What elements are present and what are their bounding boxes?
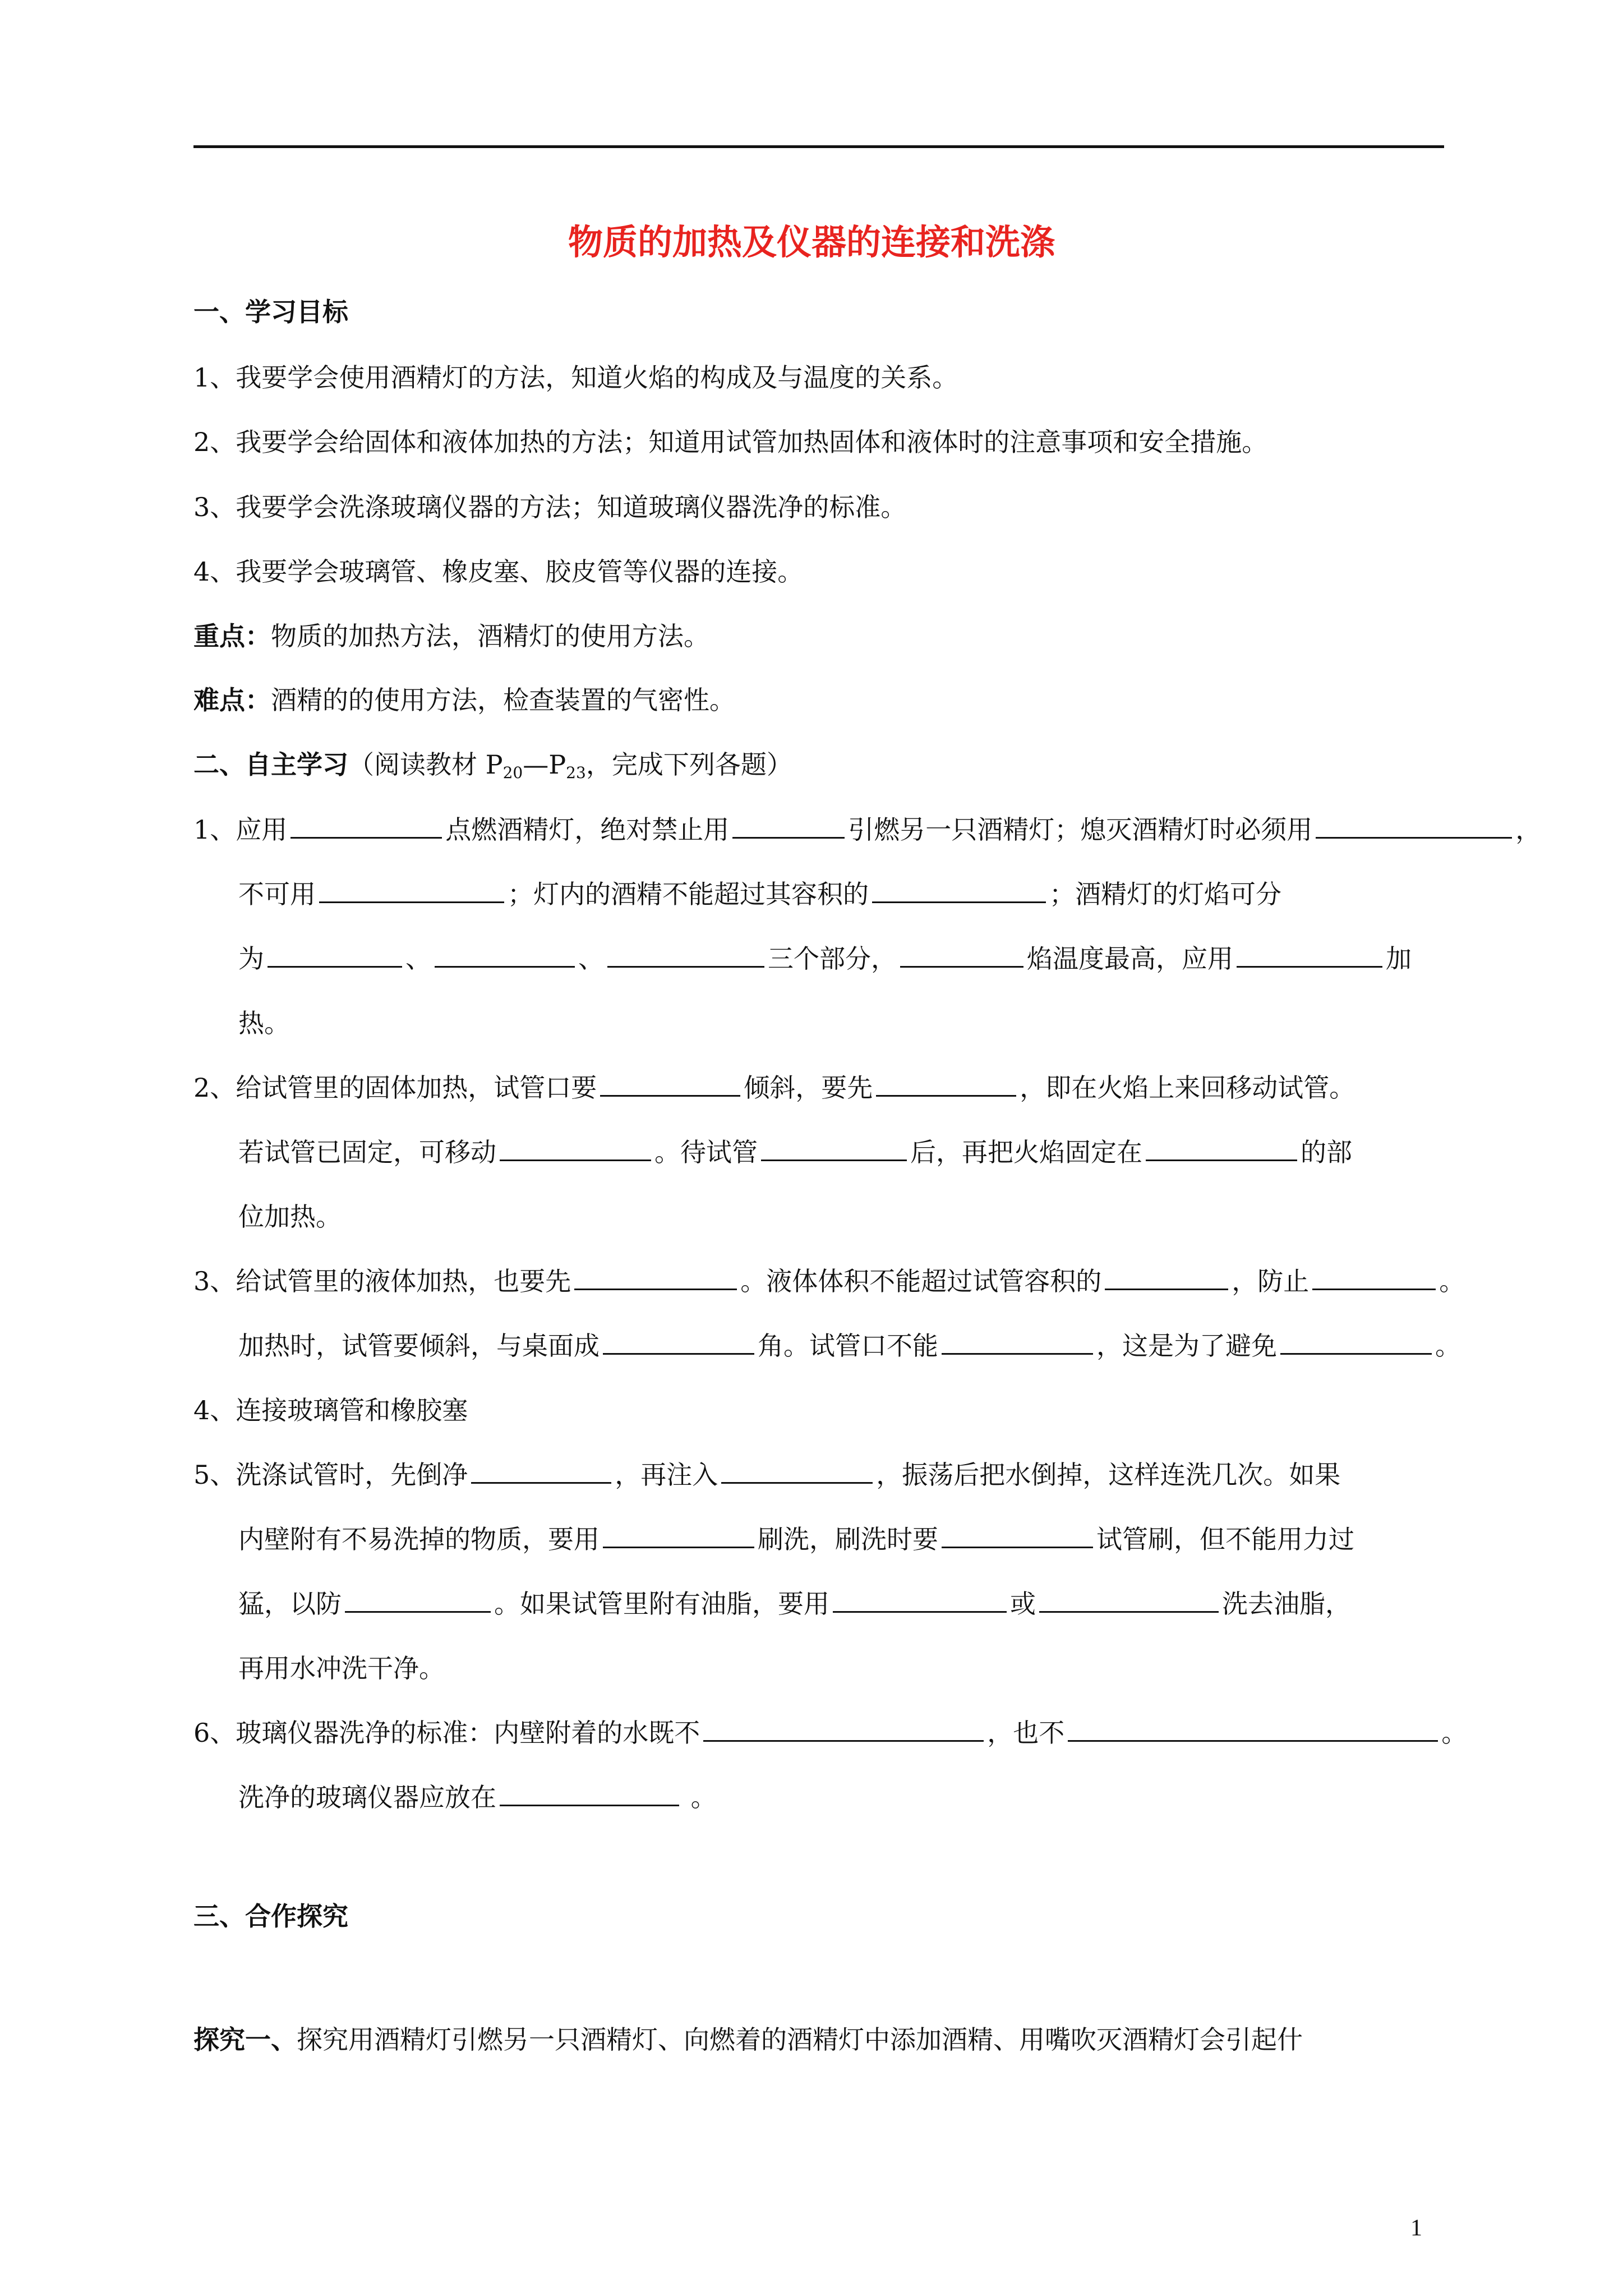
q1-line4: 热。	[238, 1008, 290, 1038]
answer-blank[interactable]	[1146, 1134, 1297, 1161]
answer-blank[interactable]	[600, 1069, 740, 1097]
answer-blank[interactable]	[900, 940, 1023, 968]
q5-text: 洗去油脂，	[1222, 1589, 1351, 1619]
q1-line1	[193, 809, 1541, 846]
q5-line2	[238, 1519, 1354, 1556]
page-number: 1	[1410, 2215, 1422, 2241]
q1-text: 不可用	[238, 879, 316, 909]
difficulty-point	[193, 680, 735, 717]
q1-text: ；酒精灯的灯焰可分	[1049, 879, 1281, 909]
q2-text: 若试管已固定，可移动	[238, 1137, 496, 1167]
answer-blank[interactable]	[345, 1585, 491, 1613]
q4-line: 4、连接玻璃管和橡胶塞	[193, 1395, 468, 1425]
answer-blank[interactable]	[703, 1714, 984, 1742]
answer-blank[interactable]	[268, 940, 402, 968]
explore-one-label: 探究一、	[193, 2024, 297, 2055]
q1-text: 、	[578, 944, 604, 974]
q2-text: 倾斜，要先	[744, 1073, 873, 1103]
q3-text: 。	[1439, 1266, 1465, 1296]
section1-heading: 一、学习目标	[193, 297, 348, 327]
q2-text: 后，再把火焰固定在	[910, 1137, 1142, 1167]
q5-text: 5、洗涤试管时，先倒净	[193, 1460, 468, 1490]
q6-line2	[238, 1777, 717, 1814]
q2-text: ，即在火焰上来回移动试管。	[1020, 1073, 1355, 1103]
q1-text: 焰温度最高，应用	[1027, 944, 1233, 974]
q5-text: 试管刷，但不能用力过	[1096, 1524, 1354, 1554]
q1-text: 加	[1386, 944, 1412, 974]
q5-text: 内壁附有不易洗掉的物质，要用	[238, 1524, 600, 1554]
q2-line2	[238, 1132, 1352, 1169]
q3-line1	[193, 1261, 1465, 1298]
answer-blank[interactable]	[1105, 1263, 1228, 1290]
answer-blank[interactable]	[1312, 1263, 1436, 1290]
difficulty-text: 酒精的的使用方法，检查装置的气密性。	[271, 685, 735, 715]
q5-text: 。如果试管里附有油脂，要用	[494, 1589, 829, 1619]
q6-text: 洗净的玻璃仪器应放在	[238, 1782, 496, 1812]
q2-text: 2、给试管里的固体加热，试管口要	[193, 1073, 597, 1103]
answer-blank[interactable]	[574, 1263, 737, 1290]
q5-line3	[238, 1584, 1351, 1621]
answer-blank[interactable]	[603, 1521, 754, 1548]
key-point	[193, 616, 709, 653]
q5-text: ，再注入	[615, 1460, 718, 1490]
q1-text: ，	[1515, 815, 1542, 845]
answer-blank[interactable]	[500, 1779, 679, 1806]
q1-text: 三个部分，	[768, 944, 897, 974]
answer-blank[interactable]	[732, 811, 845, 839]
q6-text: 。	[683, 1782, 717, 1812]
goal-item-4: 4、我要学会玻璃管、橡皮塞、胶皮管等仪器的连接。	[193, 556, 804, 587]
q2-text: 的部	[1301, 1137, 1352, 1167]
section2-note-c: ，完成下列各题）	[585, 749, 792, 780]
key-point-label: 重点：	[193, 621, 271, 651]
answer-blank[interactable]	[721, 1456, 873, 1484]
answer-blank[interactable]	[607, 940, 764, 968]
answer-blank[interactable]	[1316, 811, 1512, 839]
q2-line1	[193, 1068, 1355, 1105]
q1-text: 、	[405, 944, 431, 974]
answer-blank[interactable]	[500, 1134, 651, 1161]
section2-note-a: （阅读教材 P	[348, 749, 503, 780]
q3-text: ，这是为了避免	[1096, 1331, 1277, 1361]
answer-blank[interactable]	[1280, 1327, 1432, 1355]
goal-item-2: 2、我要学会给固体和液体加热的方法；知道用试管加热固体和液体时的注意事项和安全措施。	[193, 427, 1268, 457]
section2-heading: 二、自主学习	[193, 749, 348, 780]
answer-blank[interactable]	[319, 876, 504, 903]
answer-blank[interactable]	[876, 1069, 1016, 1097]
goal-item-3: 3、我要学会洗涤玻璃仪器的方法；知道玻璃仪器洗净的标准。	[193, 492, 907, 522]
q3-text: 。液体体积不能超过试管容积的	[740, 1266, 1102, 1296]
section2-note-sub1: 20	[502, 763, 523, 782]
q1-text: 引燃另一只酒精灯；熄灭酒精灯时必须用	[848, 815, 1313, 845]
answer-blank[interactable]	[761, 1134, 907, 1161]
q6-text: 。	[1441, 1718, 1468, 1748]
section2-note-b: —P	[523, 749, 566, 780]
q3-text: 3、给试管里的液体加热，也要先	[193, 1266, 571, 1296]
q5-text: ，振荡后把水倒掉，这样连洗几次。如果	[876, 1460, 1341, 1490]
goal-item-1: 1、我要学会使用酒精灯的方法，知道火焰的构成及与温度的关系。	[193, 362, 958, 393]
answer-blank[interactable]	[1068, 1714, 1438, 1742]
q5-text: 或	[1010, 1589, 1036, 1619]
key-point-text: 物质的加热方法，酒精灯的使用方法。	[271, 621, 709, 651]
q3-line2	[238, 1326, 1461, 1363]
q6-text: 6、玻璃仪器洗净的标准：内壁附着的水既不	[193, 1718, 700, 1748]
q2-text: 。待试管	[654, 1137, 758, 1167]
q1-text: ；灯内的酒精不能超过其容积的	[508, 879, 869, 909]
q1-line3	[238, 938, 1412, 976]
explore-one	[193, 2019, 1303, 2056]
q3-text: ，防止	[1232, 1266, 1310, 1296]
answer-blank[interactable]	[603, 1327, 754, 1355]
q3-text: 。	[1435, 1331, 1461, 1361]
q1-line2	[238, 874, 1281, 911]
answer-blank[interactable]	[291, 811, 442, 839]
answer-blank[interactable]	[435, 940, 575, 968]
q5-line4: 再用水冲洗干净。	[238, 1653, 445, 1683]
q2-line3: 位加热。	[238, 1202, 342, 1232]
answer-blank[interactable]	[1039, 1585, 1219, 1613]
answer-blank[interactable]	[942, 1521, 1093, 1548]
q1-text: 为	[238, 944, 264, 974]
answer-blank[interactable]	[872, 876, 1046, 903]
answer-blank[interactable]	[1237, 940, 1382, 968]
q5-text: 刷洗，刷洗时要	[758, 1524, 938, 1554]
q1-text: 点燃酒精灯，绝对禁止用	[445, 815, 730, 845]
answer-blank[interactable]	[833, 1585, 1007, 1613]
q3-text: 加热时，试管要倾斜，与桌面成	[238, 1331, 600, 1361]
section2-heading-line	[193, 744, 792, 782]
document-title: 物质的加热及仪器的连接和洗涤	[568, 222, 1055, 263]
difficulty-label: 难点：	[193, 685, 271, 715]
q3-text: 角。试管口不能	[758, 1331, 938, 1361]
section3-heading: 三、合作探究	[193, 1901, 348, 1931]
q1-text: 1、应用	[193, 815, 288, 845]
q6-text: ，也不	[987, 1718, 1065, 1748]
section2-note-sub2: 23	[566, 763, 586, 782]
explore-one-text: 探究用酒精灯引燃另一只酒精灯、向燃着的酒精灯中添加酒精、用嘴吹灭酒精灯会引起什	[297, 2024, 1303, 2055]
answer-blank[interactable]	[942, 1327, 1093, 1355]
answer-blank[interactable]	[471, 1456, 611, 1484]
q6-line1	[193, 1713, 1467, 1750]
header-rule	[193, 145, 1444, 148]
q5-line1	[193, 1455, 1340, 1492]
q5-text: 猛，以防	[238, 1589, 342, 1619]
